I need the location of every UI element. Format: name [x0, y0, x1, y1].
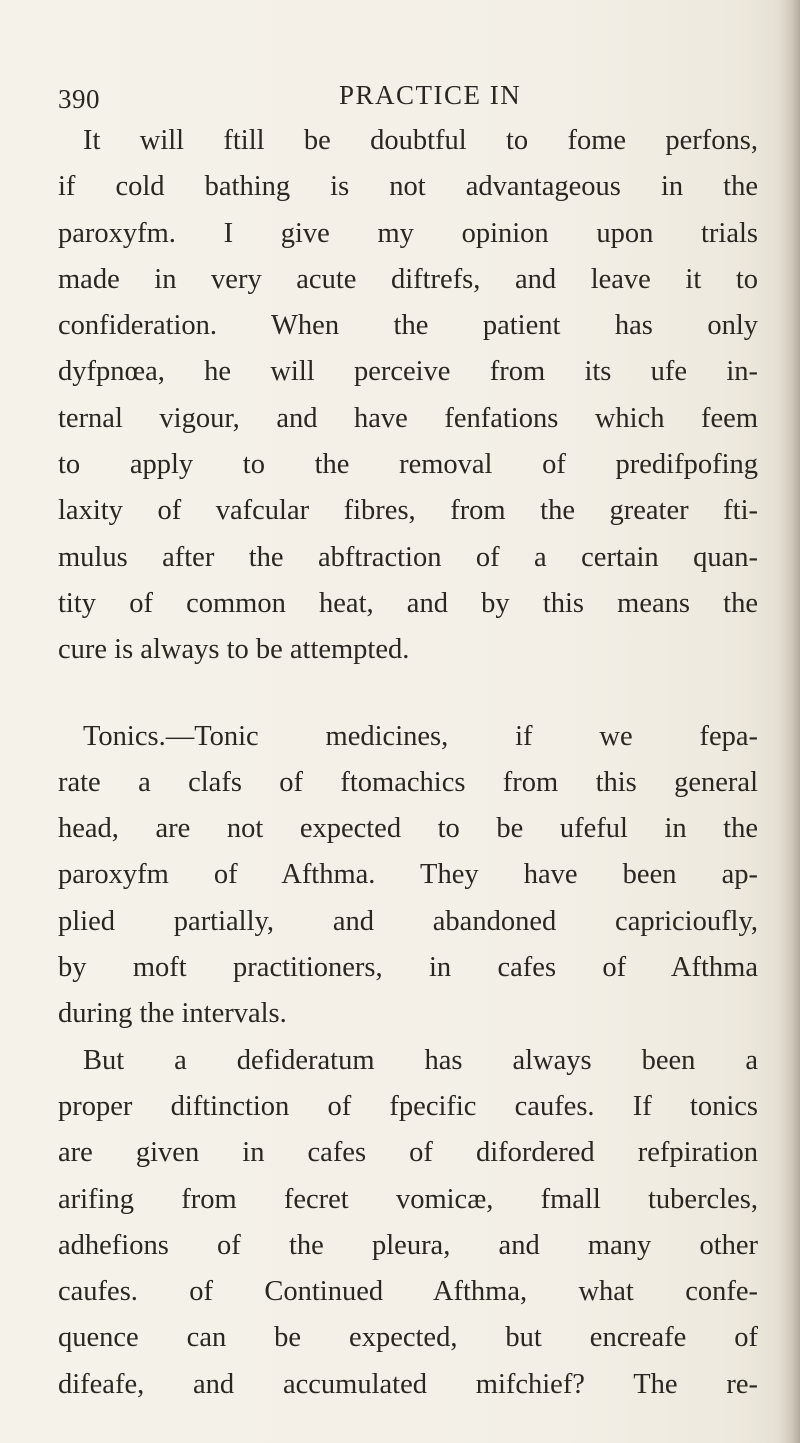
- text-line: cure is always to be attempted.: [58, 634, 410, 666]
- text-line: adhefions of the pleura, and many other: [58, 1229, 758, 1261]
- text-line: if cold bathing is not advantageous in the: [58, 171, 758, 203]
- page-number: 390: [58, 84, 100, 114]
- text-line: dyfpnœa, he will perceive from its ufe in-: [58, 356, 758, 388]
- text-line: made in very acute diftrefs, and leave it to: [58, 263, 758, 295]
- text-line: rate a clafs of ftomachics from this general: [58, 766, 758, 798]
- page-edge-shadow: [778, 0, 800, 1443]
- text-line: by moft practitioners, in cafes of Afthma: [58, 952, 758, 984]
- running-title: PRACTICE IN: [339, 80, 522, 110]
- text-line: proper diftinction of fpecific caufes. If tonics: [58, 1090, 758, 1122]
- text-line: are given in cafes of difordered refpiration: [58, 1137, 758, 1169]
- text-line: during the intervals.: [58, 998, 287, 1030]
- text-line: It will ftill be doubtful to fome perfons,: [83, 125, 758, 156]
- text-line: head, are not expected to be ufeful in the: [58, 813, 758, 845]
- text-line: caufes. of Continued Afthma, what confe-: [58, 1276, 758, 1308]
- text-line: ternal vigour, and have fenfations which feem: [58, 402, 758, 434]
- text-line: confideration. When the patient has only: [58, 310, 758, 342]
- paragraph-gap: [58, 674, 758, 714]
- text-line: paroxyfm of Afthma. They have been ap-: [58, 859, 758, 891]
- text-line: laxity of vafcular fibres, from the greater fti-: [58, 495, 758, 527]
- text-line: paroxyfm. I give my opinion upon trials: [58, 217, 758, 249]
- paragraph-desideratum: [58, 1038, 758, 1408]
- body-text: [58, 118, 758, 1408]
- text-line: plied partially, and abandoned capricioufly,: [58, 905, 758, 937]
- paragraph-cold-bathing: [58, 118, 758, 674]
- text-line: Tonics.—Tonic medicines, if we fepa-: [83, 720, 758, 752]
- text-line: arifing from fecret vomicæ, fmall tubercles,: [58, 1183, 758, 1215]
- running-head: [58, 74, 578, 114]
- text-line: to apply to the removal of predifpofing: [58, 449, 758, 481]
- paragraph-tonics: [58, 714, 758, 1038]
- text-line: quence can be expected, but encreafe of: [58, 1322, 758, 1354]
- text-line: mulus after the abftraction of a certain quan-: [58, 541, 758, 573]
- text-line: tity of common heat, and by this means the: [58, 587, 758, 619]
- text-line: difeafe, and accumulated mifchief? The re-: [58, 1368, 758, 1400]
- text-line: But a defideratum has always been a: [83, 1044, 758, 1076]
